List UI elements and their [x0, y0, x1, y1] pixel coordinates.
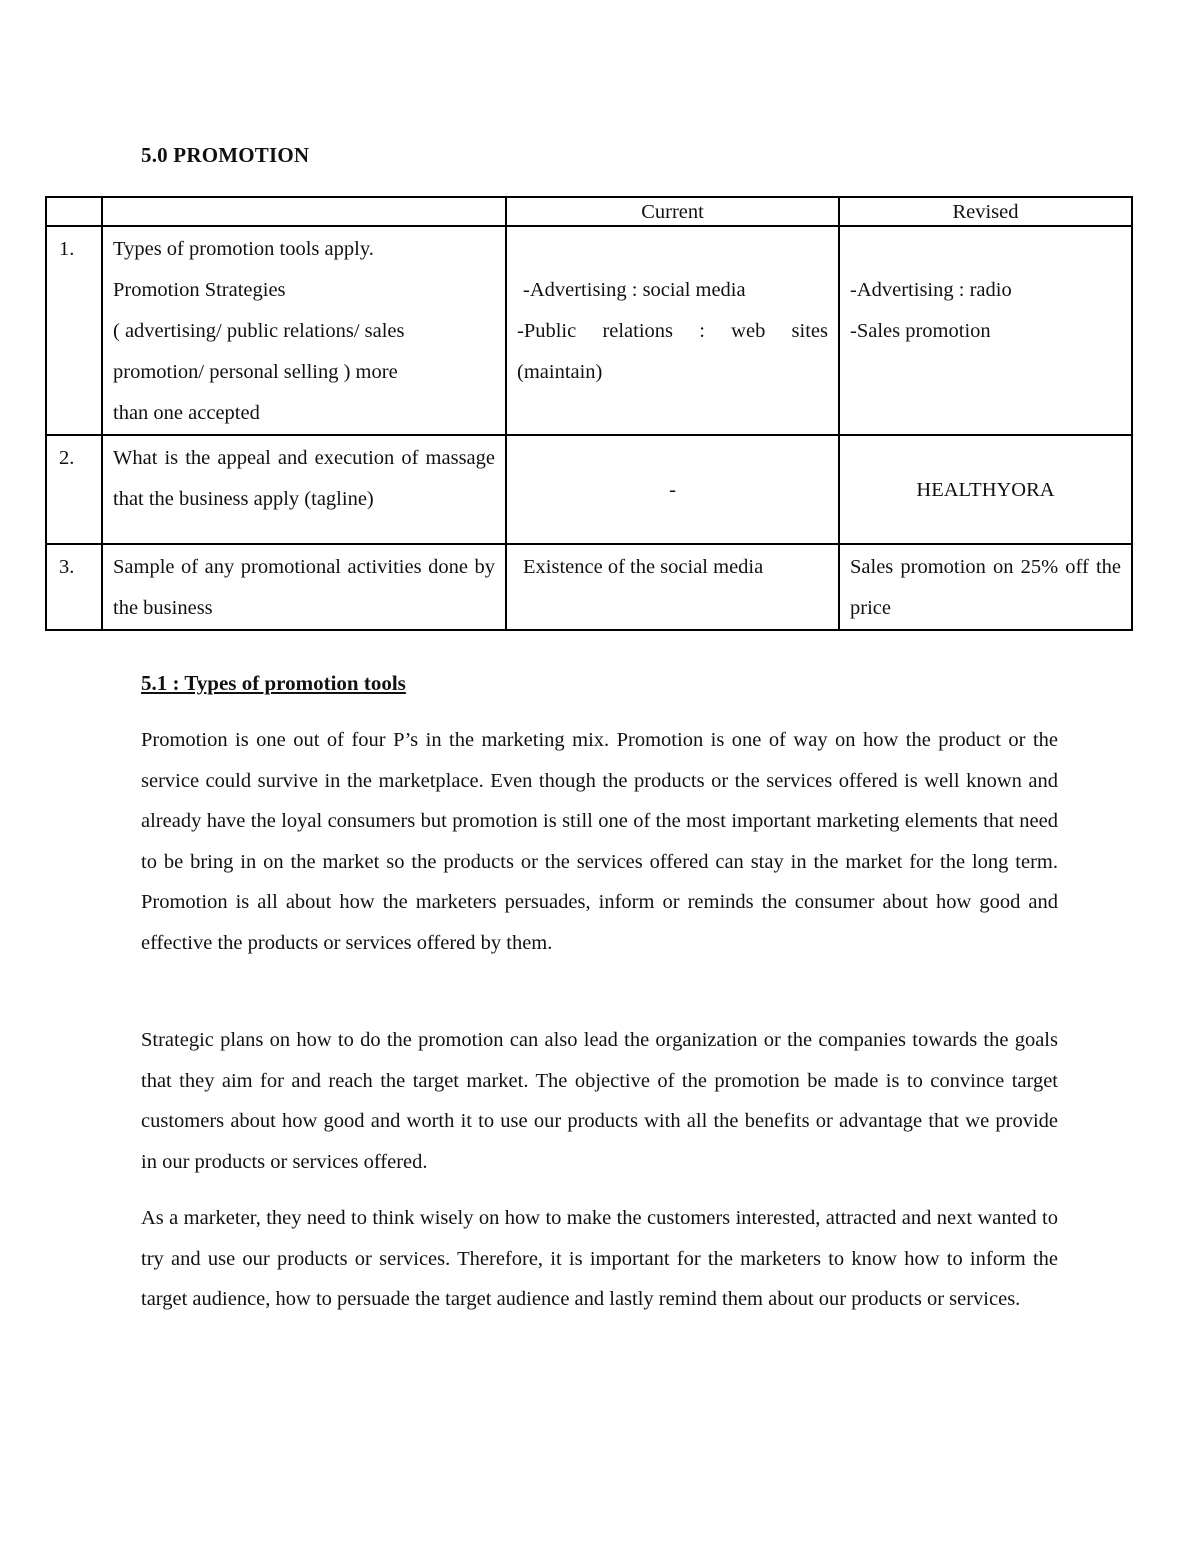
body-paragraph: Strategic plans on how to do the promotion can also lead the organization or the companies towards the goals that they aim for and reach the target market. The objective of the promotion be made is to convince target customers about how good and worth it to use our products with all the benefits or advantage that we provide in our products or services offered. [141, 1029, 1058, 1173]
question-line: promotion/ personal selling ) more [113, 361, 398, 383]
revised-line: -Advertising : radio [850, 279, 1012, 301]
body-paragraph: Promotion is one out of four P’s in the marketing mix. Promotion is one of way on how the product or the service could survive in the marketplace. Even though the products or the services offered is well known and already have the loyal consumers but promotion is still one of the most important marketing elements that need to be bring in on the market so the products or the services offered can stay in the market for the long term. Promotion is all about how the marketers persuades, inform or reminds the consumer about how good and effective the products or services offered by them. [141, 729, 1058, 954]
current-line: -Public relations : web sites [517, 320, 828, 342]
table-header-row [46, 197, 1132, 226]
table-row [46, 435, 1132, 544]
header-cell-no [46, 197, 102, 226]
row-question: What is the appeal and execution of massage that the business apply (tagline) [102, 435, 506, 544]
row-revised [839, 226, 1132, 435]
section-heading: 5.0 PROMOTION [141, 143, 310, 167]
current-line: -Advertising : social media [523, 279, 746, 301]
body-paragraph: As a marketer, they need to think wisely on how to make the customers interested, attracted and next wanted to try and use our products or services. Therefore, it is important for the marketers to know how to inform the target audience, how to persuade the target audience and lastly remind them about our products or services. [141, 1207, 1058, 1310]
question-line: ( advertising/ public relations/ sales [113, 320, 405, 342]
question-line: Types of promotion tools apply. [113, 238, 374, 260]
row-revised: HEALTHYORA [839, 435, 1132, 544]
row-current: Existence of the social media [506, 544, 839, 630]
question-line: than one accepted [113, 402, 260, 424]
table-row [46, 544, 1132, 630]
revised-line: -Sales promotion [850, 320, 991, 342]
row-current: - [506, 435, 839, 544]
row-question: Sample of any promotional activities done by the business [102, 544, 506, 630]
table-row [46, 226, 1132, 435]
current-line: (maintain) [517, 361, 603, 383]
row-number: 1. [46, 226, 102, 435]
row-number: 2. [46, 435, 102, 544]
row-revised: Sales promotion on 25% off the price [839, 544, 1132, 630]
row-question [102, 226, 506, 435]
subsection-title: 5.1 : Types of promotion tools [141, 671, 406, 695]
promotion-table [45, 196, 1133, 631]
row-current [506, 226, 839, 435]
question-line: Promotion Strategies [113, 279, 286, 301]
header-cell-current: Current [506, 197, 839, 226]
row-number: 3. [46, 544, 102, 630]
header-cell-revised: Revised [839, 197, 1132, 226]
header-cell-question [102, 197, 506, 226]
